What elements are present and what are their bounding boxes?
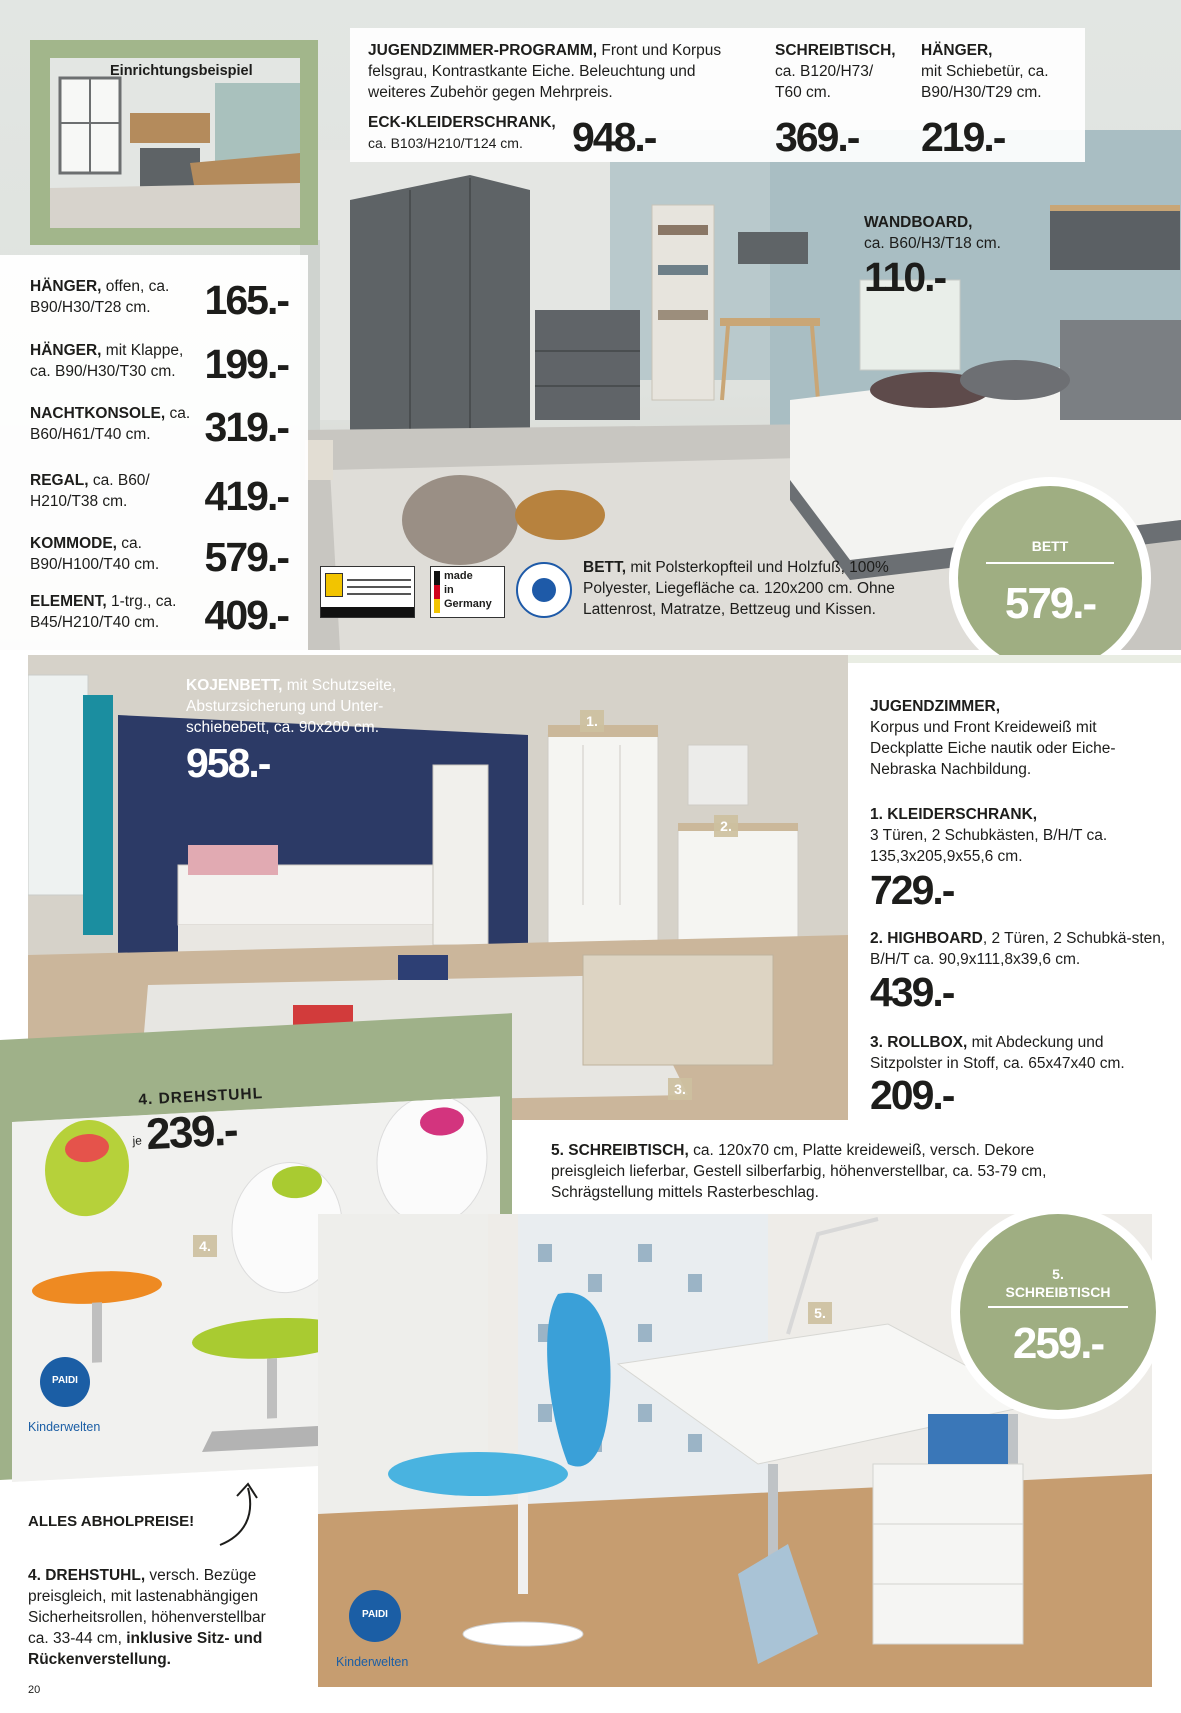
page-number: 20 xyxy=(28,1684,41,1696)
price-kommode: 579.- xyxy=(204,534,288,580)
schreibtisch-text xyxy=(551,1140,1071,1203)
eck-title: ECK-KLEIDERSCHRANK, xyxy=(368,114,556,131)
haenger-top-price: 219.- xyxy=(921,114,1005,160)
schreibtisch-price-badge xyxy=(952,1206,1164,1418)
desk-top-price: 369.- xyxy=(775,114,859,160)
price-regal: 419.- xyxy=(204,473,288,519)
list-item-element: ELEMENT, 1-trg., ca. B45/H210/T40 cm. 409.- xyxy=(30,592,288,638)
hb-price: 439.- xyxy=(870,969,954,1015)
list-item-haenger-klappe: HÄNGER, mit Klappe, ca. B90/H30/T30 cm. 199.- xyxy=(30,341,288,387)
haenger-top-desc: mit Schiebetür, ca. B90/H30/T29 cm. xyxy=(921,63,1049,101)
bett-desc: mit Polsterkopfteil und Holzfuß, 100% Polyester, Liegefläche ca. 120x200 cm. Ohne Lattenrost, Matratze, Bettzeug und Kissen. xyxy=(583,559,895,618)
highboard-block xyxy=(870,928,1170,970)
label-5: 5. xyxy=(808,1302,832,1324)
price-haenger-offen: 165.- xyxy=(204,277,288,323)
jz-desc: Korpus und Front Kreideweiß mit Deckplatte Eiche nautik oder Eiche-Nebraska Nachbildung. xyxy=(870,719,1116,778)
label-4: 4. xyxy=(193,1235,217,1257)
list-item-haenger-offen: HÄNGER, offen, ca. B90/H30/T28 cm. 165.- xyxy=(30,277,288,323)
jz-title: JUGENDZIMMER, xyxy=(870,698,1001,715)
program-desc: Front und Korpus felsgrau, Kontrastkante Eiche. Beleuchtung und weiteres Zubehör gegen Mehrpreis. xyxy=(368,42,722,101)
arrow-icon xyxy=(215,1480,275,1550)
kids-green-strip xyxy=(848,655,1181,663)
inset-caption: Einrichtungsbeispiel xyxy=(110,63,253,79)
kinderwelten-2: Kinderwelten xyxy=(336,1655,409,1669)
desk-top-size: ca. B120/H73/ T60 cm. xyxy=(775,63,874,101)
ks-price: 729.- xyxy=(870,867,954,913)
price-nachtkonsole: 319.- xyxy=(204,404,288,450)
haenger-top-block xyxy=(921,40,1081,103)
koje-desc: mit Schutzseite, Absturzsicherung und Unter-schiebebett, ca. 90x200 cm. xyxy=(186,677,397,736)
price-haenger-klappe: 199.- xyxy=(204,341,288,387)
eck-price: 948.- xyxy=(572,114,656,160)
rb-price: 209.- xyxy=(870,1072,954,1118)
drehstuhl-desc-1: versch. Bezüge preisgleich, mit lastenabhängigen Sicherheitsrollen, höhenverstellbar ca. 33-44 cm, xyxy=(28,1567,266,1647)
wandboard-size: ca. B60/H3/T18 cm. xyxy=(864,235,1001,252)
mig-line-3: Germany xyxy=(444,598,492,610)
rollbox-block xyxy=(870,1032,1170,1074)
chairs-je: je xyxy=(132,1133,143,1148)
chairs-title: 4. DREHSTUHL xyxy=(137,1085,264,1109)
kleiderschrank-block xyxy=(870,804,1170,867)
koje-title: KOJENBETT, xyxy=(186,677,283,694)
eck-size: ca. B103/H210/T124 cm. xyxy=(368,135,523,151)
eck-block xyxy=(368,112,556,154)
abhol-text: ALLES ABHOLPREISE! xyxy=(28,1513,195,1530)
made-in-germany-logo xyxy=(430,566,505,618)
desk-badge-price: 259.- xyxy=(1012,1319,1104,1368)
label-2: 2. xyxy=(714,815,738,837)
list-item-nachtkonsole: NACHTKONSOLE, ca. B60/H61/T40 cm. 319.- xyxy=(30,404,288,450)
label-3: 3. xyxy=(668,1078,692,1100)
schreibtisch-title: 5. SCHREIBTISCH, xyxy=(551,1142,689,1159)
price-element: 409.- xyxy=(204,592,288,638)
bett-badge-label: BETT xyxy=(1031,538,1069,554)
ks-desc: 3 Türen, 2 Schubkästen, B/H/T ca. 135,3x205,9x55,6 cm. xyxy=(870,827,1108,865)
list-item-kommode: KOMMODE, ca. B90/H100/T40 cm. 579.- xyxy=(30,534,288,580)
hb-title: 2. HIGHBOARD xyxy=(870,930,983,947)
bett-title: BETT, xyxy=(583,559,627,576)
desk-badge-label: SCHREIBTISCH xyxy=(1005,1284,1111,1300)
hb-desc: , 2 Türen, 2 Schubkä-sten, B/H/T ca. 90,9x111,8x39,6 cm. xyxy=(870,930,1166,968)
chairs-price-block xyxy=(130,1085,266,1160)
chairs-price: 239.- xyxy=(144,1105,238,1160)
desk-top-block xyxy=(775,40,896,103)
paidi-logo-1: PAIDI xyxy=(40,1357,90,1407)
jugendzimmer-block xyxy=(870,696,1170,780)
bett-badge-price: 579.- xyxy=(1004,579,1096,628)
koje-price: 958.- xyxy=(186,740,270,786)
wandboard-title: WANDBOARD, xyxy=(864,214,973,231)
mig-line-2: in xyxy=(444,584,454,596)
schreibtisch-desc: ca. 120x70 cm, Platte kreideweiß, versch. Dekore preisgleich lieferbar, Gestell silberfarbig, höhenverstellbar, ca. 53-79 cm, Schrägstellung mittels Rasterbeschlag. xyxy=(551,1142,1047,1201)
drehstuhl-desc-bold: inklusive Sitz- und Rückenverstellung. xyxy=(28,1630,263,1668)
paidi-logo-2: PAIDI xyxy=(349,1590,401,1642)
drehstuhl-desc xyxy=(28,1565,288,1670)
label-1: 1. xyxy=(580,710,604,732)
inset-scene xyxy=(50,58,300,228)
bett-price-badge xyxy=(950,478,1150,678)
desk-top-title: SCHREIBTISCH, xyxy=(775,42,896,59)
quality-seal-logo xyxy=(320,566,415,618)
inset-photo xyxy=(50,58,300,228)
rb-desc: mit Abdeckung und Sitzpolster in Stoff, ca. 65x47x40 cm. xyxy=(870,1034,1125,1072)
program-text xyxy=(368,40,748,103)
list-item-regal: REGAL, ca. B60/ H210/T38 cm. 419.- xyxy=(30,472,288,519)
koje-text xyxy=(186,675,426,738)
kinderwelten-1: Kinderwelten xyxy=(28,1420,101,1434)
drehstuhl-desc-title: 4. DREHSTUHL, xyxy=(28,1567,146,1584)
haenger-top-title: HÄNGER, xyxy=(921,42,993,59)
wandboard-block xyxy=(864,212,1044,254)
blue-angel-logo xyxy=(516,562,572,618)
rb-title: 3. ROLLBOX, xyxy=(870,1034,968,1051)
wandboard-price: 110.- xyxy=(864,254,946,300)
mig-line-1: made xyxy=(444,570,473,582)
desk-badge-num: 5. xyxy=(1052,1266,1064,1282)
bett-text xyxy=(583,557,948,620)
program-title: JUGENDZIMMER-PROGRAMM, xyxy=(368,42,598,59)
ks-title: 1. KLEIDERSCHRANK, xyxy=(870,806,1038,823)
